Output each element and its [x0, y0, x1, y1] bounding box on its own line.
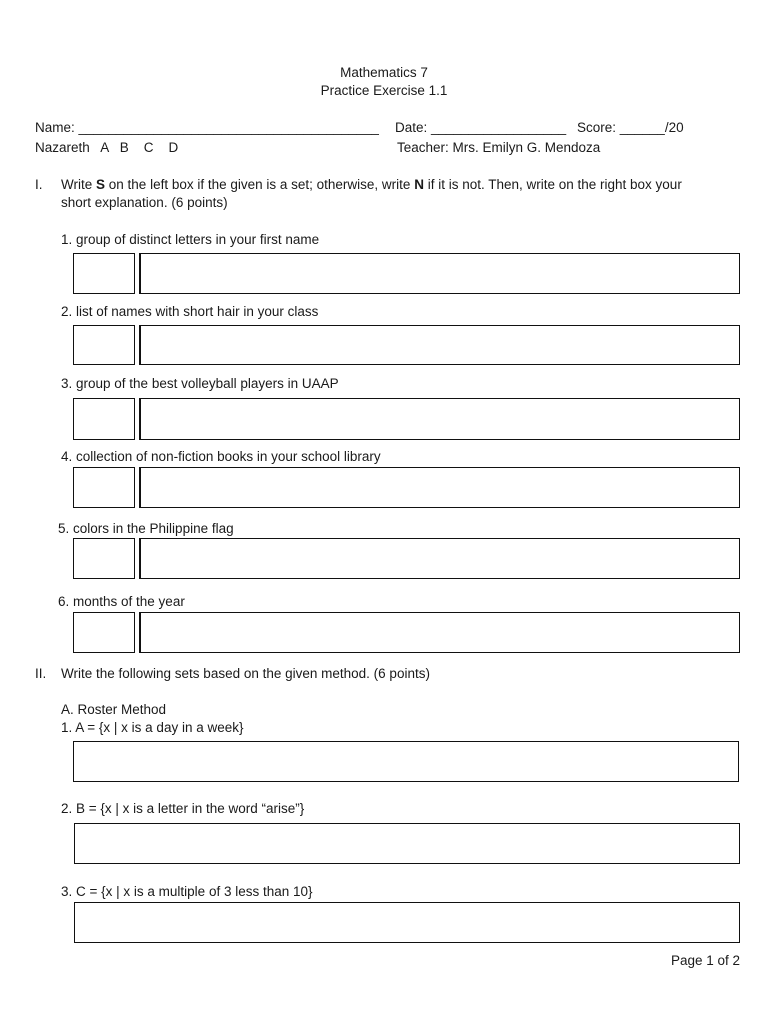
part2-instruction: Write the following sets based on the given method. (6 points) [61, 666, 430, 681]
answer-box-5-left[interactable] [73, 538, 135, 579]
page-number: Page 1 of 2 [670, 953, 740, 968]
roster-answer-box-2[interactable] [74, 823, 740, 864]
part1-item-3: 3. group of the best volleyball players in UAAP [61, 376, 339, 391]
subject-title: Mathematics 7 [340, 65, 428, 80]
part1-item-6: 6. months of the year [58, 594, 185, 609]
answer-box-6-right[interactable] [139, 612, 740, 653]
answer-box-5-right[interactable] [139, 538, 740, 579]
part1-instruction: Write S on the left box if the given is a set; otherwise, write N if it is not. Then, write on the right box your [61, 177, 682, 192]
roster-answer-box-1[interactable] [73, 741, 739, 782]
part1-item-4: 4. collection of non-fiction books in your school library [61, 449, 381, 464]
name-field: Name: ________________________________________ [35, 120, 379, 135]
part2-item-3: 3. C = {x | x is a multiple of 3 less than 10} [61, 884, 313, 899]
set-letter-n: N [414, 177, 424, 192]
score-field: Score: ______/20 [577, 120, 684, 135]
roster-method-heading: A. Roster Method [61, 702, 167, 717]
answer-box-3-left[interactable] [73, 398, 135, 440]
teacher-line: Teacher: Mrs. Emilyn G. Mendoza [397, 140, 601, 155]
set-letter-s: S [96, 177, 106, 192]
part1-item-2: 2. list of names with short hair in your class [61, 304, 319, 319]
answer-box-3-right[interactable] [139, 398, 740, 440]
answer-box-4-right[interactable] [139, 467, 740, 508]
answer-box-2-left[interactable] [73, 325, 135, 365]
section-line: Nazareth A B C D [35, 140, 179, 155]
answer-box-1-left[interactable] [73, 253, 135, 294]
answer-box-6-left[interactable] [73, 612, 135, 653]
roster-answer-box-3[interactable] [74, 902, 740, 943]
part1-item-5: 5. colors in the Philippine flag [58, 521, 234, 536]
part1-numeral: I. [35, 177, 43, 192]
part2-item-2: 2. B = {x | x is a letter in the word “arise”} [61, 801, 305, 816]
part2-numeral: II. [35, 666, 47, 681]
answer-box-2-right[interactable] [139, 325, 740, 365]
date-field: Date: __________________ [395, 120, 567, 135]
answer-box-1-right[interactable] [139, 253, 740, 294]
part1-instruction-line2: short explanation. (6 points) [61, 195, 228, 210]
exercise-title: Practice Exercise 1.1 [320, 83, 448, 98]
part2-item-1: 1. A = {x | x is a day in a week} [61, 720, 244, 735]
part1-item-1: 1. group of distinct letters in your first name [61, 232, 320, 247]
answer-box-4-left[interactable] [73, 467, 135, 508]
